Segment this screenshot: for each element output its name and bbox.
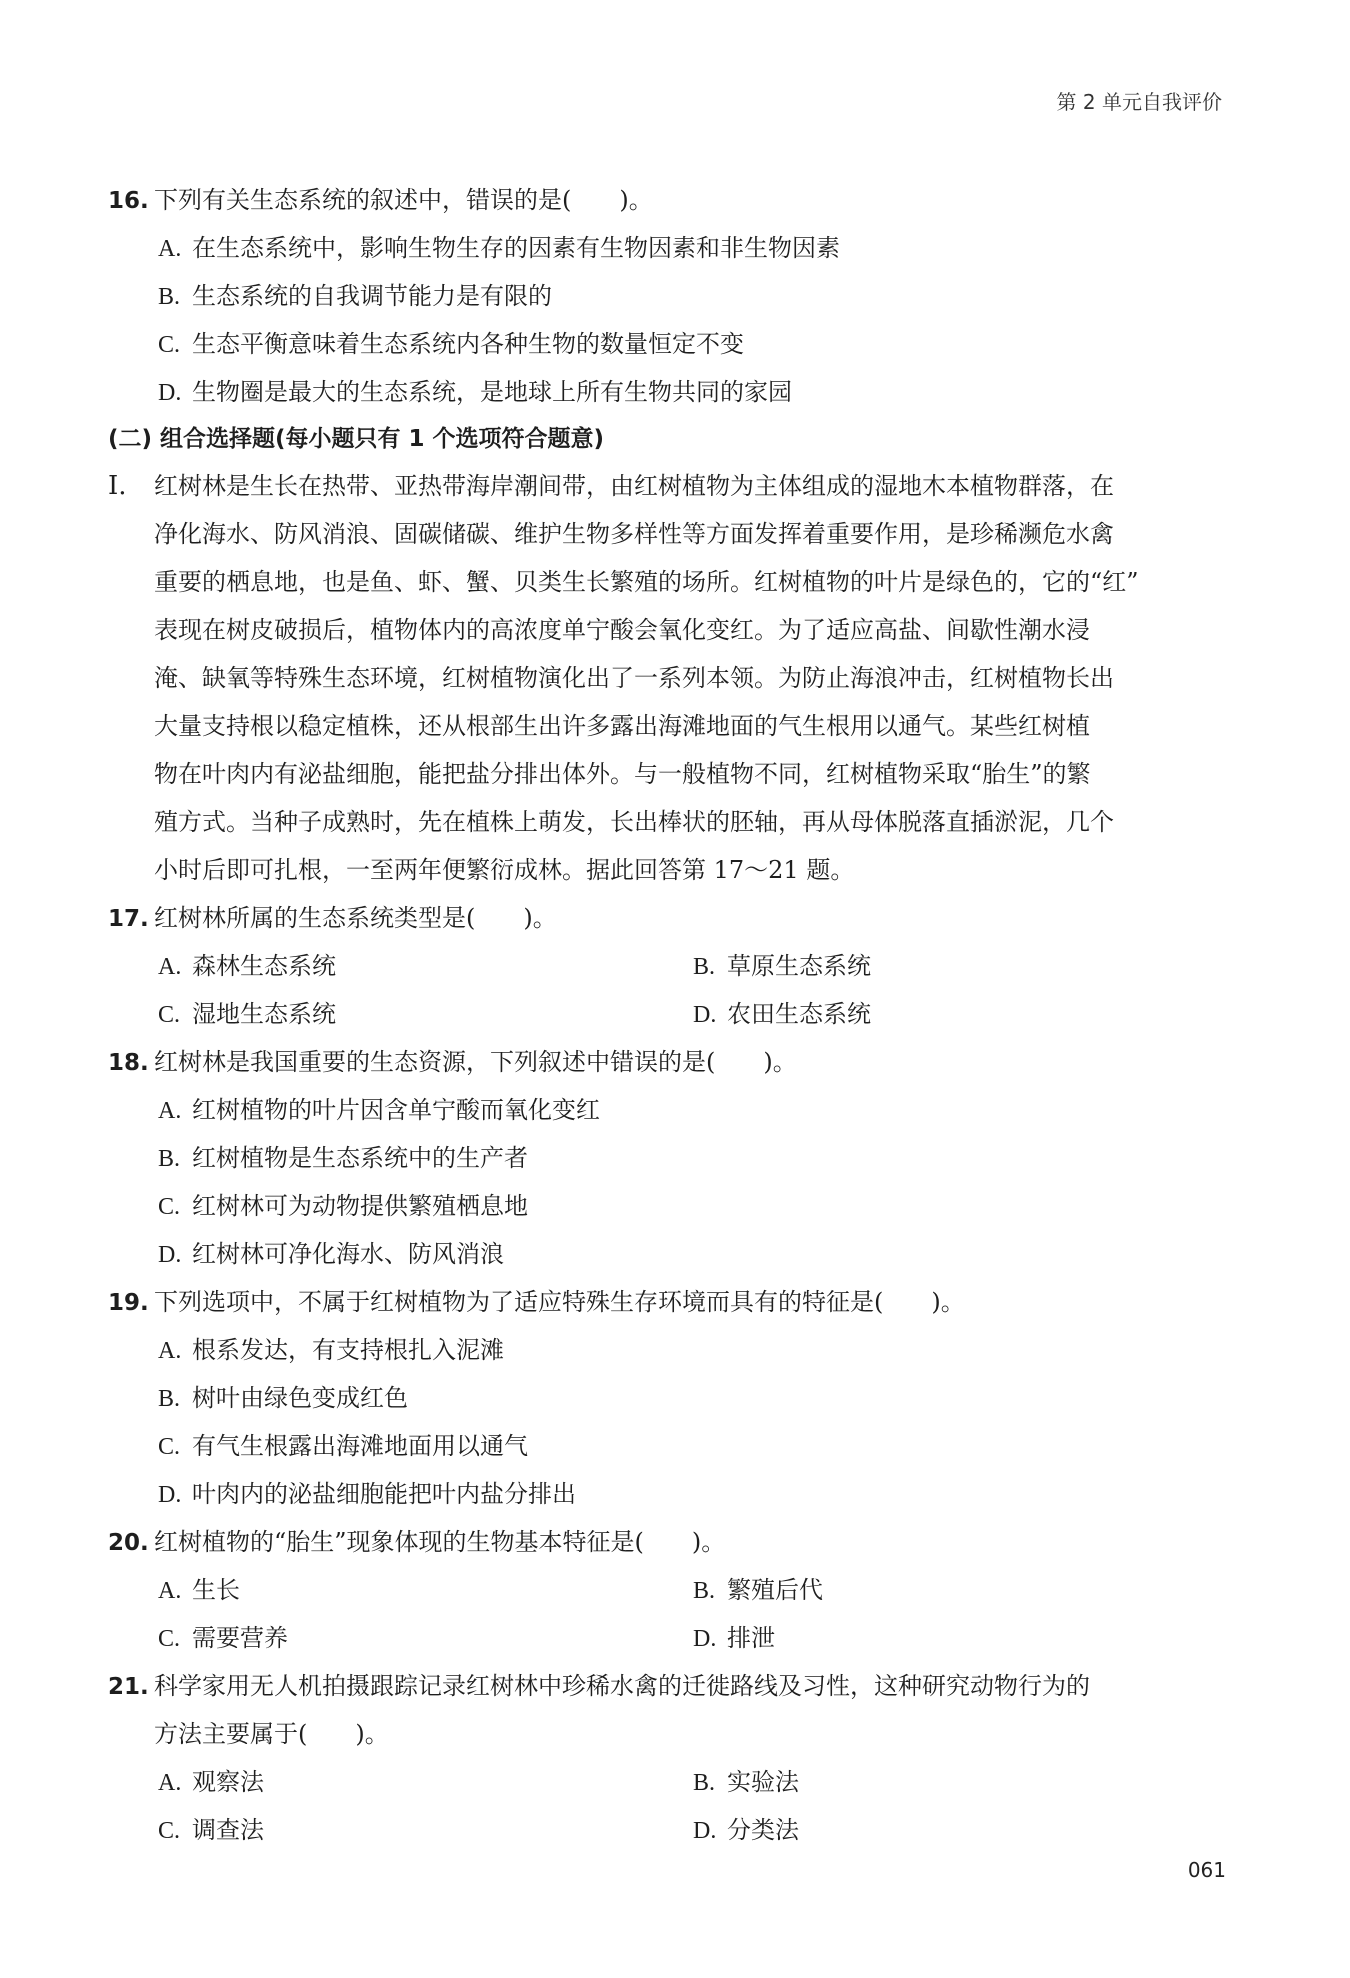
option-text: 红树林可为动物提供繁殖栖息地 (192, 1192, 528, 1220)
option-letter: B. (693, 954, 716, 980)
question-text: 红树植物的“胎生”现象体现的生物基本特征是( )。 (154, 1528, 726, 1556)
option-letter: D. (693, 1818, 717, 1844)
question-text: 下列选项中，不属于红树植物为了适应特殊生存环境而具有的特征是( )。 (154, 1288, 965, 1316)
option-b (108, 272, 1228, 320)
option-b (108, 1374, 1228, 1422)
option-letter: A. (158, 1098, 182, 1124)
option-text: 需要营养 (192, 1624, 288, 1652)
option-c (108, 1182, 1228, 1230)
passage-line: 淹、缺氧等特殊生态环境，红树植物演化出了一系列本领。为防止海浪冲击，红树植物长出 (154, 664, 1114, 692)
option-row (108, 1566, 1228, 1614)
option-b (693, 942, 1228, 990)
option-text: 树叶由绿色变成红色 (192, 1384, 408, 1412)
option-a (158, 942, 693, 990)
option-b (693, 1566, 1228, 1614)
option-letter: B. (158, 1146, 181, 1172)
option-letter: A. (158, 1578, 182, 1604)
option-a (108, 224, 1228, 272)
option-row (108, 1806, 1228, 1854)
option-letter: D. (158, 1482, 182, 1508)
option-letter: B. (158, 1386, 181, 1412)
option-row (108, 942, 1228, 990)
option-text: 农田生态系统 (727, 1000, 871, 1028)
question-16 (108, 176, 1228, 224)
option-letter: D. (693, 1626, 717, 1652)
option-text: 红树植物的叶片因含单宁酸而氧化变红 (192, 1096, 600, 1124)
option-b (693, 1758, 1228, 1806)
question-number: 17. (108, 906, 149, 932)
passage-line: 殖方式。当种子成熟时，先在植株上萌发，长出棒状的胚轴，再从母体脱落直插淤泥，几个 (154, 808, 1114, 836)
question-text: 红树林是我国重要的生态资源，下列叙述中错误的是( )。 (154, 1048, 797, 1076)
passage-line: 表现在树皮破损后，植物体内的高浓度单宁酸会氧化变红。为了适应高盐、间歇性潮水浸 (154, 616, 1090, 644)
option-letter: C. (158, 1626, 181, 1652)
passage-line: 重要的栖息地，也是鱼、虾、蟹、贝类生长繁殖的场所。红树植物的叶片是绿色的，它的“红” (154, 568, 1139, 596)
question-number: 16. (108, 188, 149, 214)
option-letter: A. (158, 236, 182, 262)
option-d (108, 368, 1228, 416)
option-text: 排泄 (727, 1624, 775, 1652)
page-header: 第 2 单元自我评价 (1056, 90, 1222, 114)
option-text: 在生态系统中，影响生物生存的因素有生物因素和非生物因素 (192, 234, 840, 262)
option-text: 生态系统的自我调节能力是有限的 (192, 282, 552, 310)
option-letter: D. (158, 380, 182, 406)
option-text: 叶肉内的泌盐细胞能把叶内盐分排出 (192, 1480, 576, 1508)
option-c (108, 1422, 1228, 1470)
option-text: 生态平衡意味着生态系统内各种生物的数量恒定不变 (192, 330, 744, 358)
option-d (108, 1470, 1228, 1518)
question-text: 下列有关生态系统的叙述中，错误的是( )。 (154, 186, 653, 214)
passage-line: 净化海水、防风消浪、固碳储碳、维护生物多样性等方面发挥着重要作用，是珍稀濒危水禽 (154, 520, 1114, 548)
option-row (108, 990, 1228, 1038)
section-title: (二) 组合选择题(每小题只有 1 个选项符合题意) (108, 426, 605, 452)
question-18 (108, 1038, 1228, 1086)
option-text: 生物圈是最大的生态系统，是地球上所有生物共同的家园 (192, 378, 792, 406)
option-a (108, 1086, 1228, 1134)
option-text: 有气生根露出海滩地面用以通气 (192, 1432, 528, 1460)
option-letter: B. (693, 1770, 716, 1796)
option-text: 观察法 (192, 1768, 264, 1796)
question-text: 科学家用无人机拍摄跟踪记录红树林中珍稀水禽的迁徙路线及习性，这种研究动物行为的 (154, 1672, 1090, 1700)
option-text: 红树植物是生态系统中的生产者 (192, 1144, 528, 1172)
option-text: 生长 (192, 1576, 240, 1604)
passage-line: 大量支持根以稳定植株，还从根部生出许多露出海滩地面的气生根用以通气。某些红树植 (154, 712, 1090, 740)
option-text: 实验法 (727, 1768, 799, 1796)
option-letter: C. (158, 1434, 181, 1460)
option-letter: C. (158, 1194, 181, 1220)
option-text: 繁殖后代 (727, 1576, 823, 1604)
option-letter: C. (158, 1818, 181, 1844)
option-a (158, 1758, 693, 1806)
option-text: 森林生态系统 (192, 952, 336, 980)
content (108, 176, 1228, 1854)
option-letter: B. (158, 284, 181, 310)
option-letter: D. (158, 1242, 182, 1268)
option-text: 草原生态系统 (727, 952, 871, 980)
option-d (693, 1806, 1228, 1854)
passage-line: 红树林是生长在热带、亚热带海岸潮间带，由红树植物为主体组成的湿地木本植物群落，在 (154, 472, 1114, 500)
question-number: 19. (108, 1290, 149, 1316)
page-number: 061 (1187, 1858, 1226, 1882)
option-letter: A. (158, 1338, 182, 1364)
question-21 (108, 1662, 1228, 1710)
option-letter: A. (158, 954, 182, 980)
option-d (693, 990, 1228, 1038)
option-letter: B. (693, 1578, 716, 1604)
option-row (108, 1758, 1228, 1806)
passage-line: 小时后即可扎根，一至两年便繁衍成林。据此回答第 17～21 题。 (154, 856, 855, 884)
question-17 (108, 894, 1228, 942)
passage-text (154, 462, 1228, 894)
option-c (108, 320, 1228, 368)
option-text: 红树林可净化海水、防风消浪 (192, 1240, 504, 1268)
option-text: 调查法 (192, 1816, 264, 1844)
option-text: 根系发达，有支持根扎入泥滩 (192, 1336, 504, 1364)
option-d (108, 1230, 1228, 1278)
option-a (158, 1566, 693, 1614)
question-20 (108, 1518, 1228, 1566)
question-number: 20. (108, 1530, 149, 1556)
option-b (108, 1134, 1228, 1182)
option-text: 分类法 (727, 1816, 799, 1844)
option-c (158, 1806, 693, 1854)
option-d (693, 1614, 1228, 1662)
option-c (158, 990, 693, 1038)
passage-line: 物在叶肉内有泌盐细胞，能把盐分排出体外。与一般植物不同，红树植物采取“胎生”的繁 (154, 760, 1091, 788)
question-text: 红树林所属的生态系统类型是( )。 (154, 904, 557, 932)
option-text: 湿地生态系统 (192, 1000, 336, 1028)
question-number: 18. (108, 1050, 149, 1076)
reading-passage (108, 462, 1228, 894)
option-letter: C. (158, 332, 181, 358)
question-number: 21. (108, 1674, 149, 1700)
option-letter: A. (158, 1770, 182, 1796)
option-letter: D. (693, 1002, 717, 1028)
option-a (108, 1326, 1228, 1374)
passage-number: Ⅰ. (108, 471, 127, 501)
question-text-continued: 方法主要属于( )。 (154, 1720, 389, 1748)
option-letter: C. (158, 1002, 181, 1028)
question-19 (108, 1278, 1228, 1326)
option-c (158, 1614, 693, 1662)
option-row (108, 1614, 1228, 1662)
